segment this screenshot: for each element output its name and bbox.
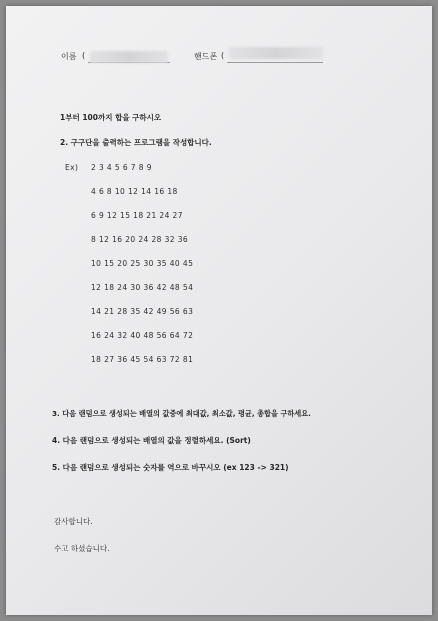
question-1: 1부터 100까지 합을 구하시오 <box>60 113 162 122</box>
question-2: 2. 구구단을 출력하는 프로그램을 작성합니다. <box>60 138 212 147</box>
example-row-8: 8 12 16 20 24 28 32 36 <box>91 235 189 244</box>
name-field-open-paren: ( <box>82 51 86 60</box>
example-row-4: 4 6 8 10 12 14 16 18 <box>91 187 178 196</box>
exam-sheet <box>6 6 432 615</box>
closing-thanks: 감사합니다. <box>54 517 93 526</box>
example-row-18: 18 27 36 45 54 63 72 81 <box>91 355 194 364</box>
question-3: 3. 다음 랜덤으로 생성되는 배열의 값중에 최대값, 최소값, 평균, 총합을 구하세요. <box>52 409 311 418</box>
example-row-14: 14 21 28 35 42 49 56 63 <box>91 307 194 316</box>
example-row-10: 10 15 20 25 30 35 40 45 <box>91 259 194 268</box>
question-4: 4. 다음 랜덤으로 생성되는 배열의 값을 정렬하세요. (Sort) <box>52 436 251 445</box>
example-row-2: 2 3 4 5 6 7 8 9 <box>91 163 152 172</box>
example-row-12: 12 18 24 30 36 42 48 54 <box>91 283 194 292</box>
name-redaction <box>90 51 168 63</box>
name-label: 이름 <box>61 52 77 61</box>
phone-field-open-paren: ( <box>221 51 225 60</box>
question-5: 5. 다음 랜덤으로 생성되는 숫자를 역으로 바꾸시오 (ex 123 -> 321) <box>52 463 289 472</box>
phone-label: 핸드폰 <box>194 52 218 61</box>
example-row-16: 16 24 32 40 48 56 64 72 <box>91 331 194 340</box>
closing-goodbye: 수고 하셨습니다. <box>54 544 110 553</box>
example-label: Ex) <box>65 163 79 172</box>
phone-redaction <box>229 47 323 59</box>
example-row-6: 6 9 12 15 18 21 24 27 <box>91 211 183 220</box>
